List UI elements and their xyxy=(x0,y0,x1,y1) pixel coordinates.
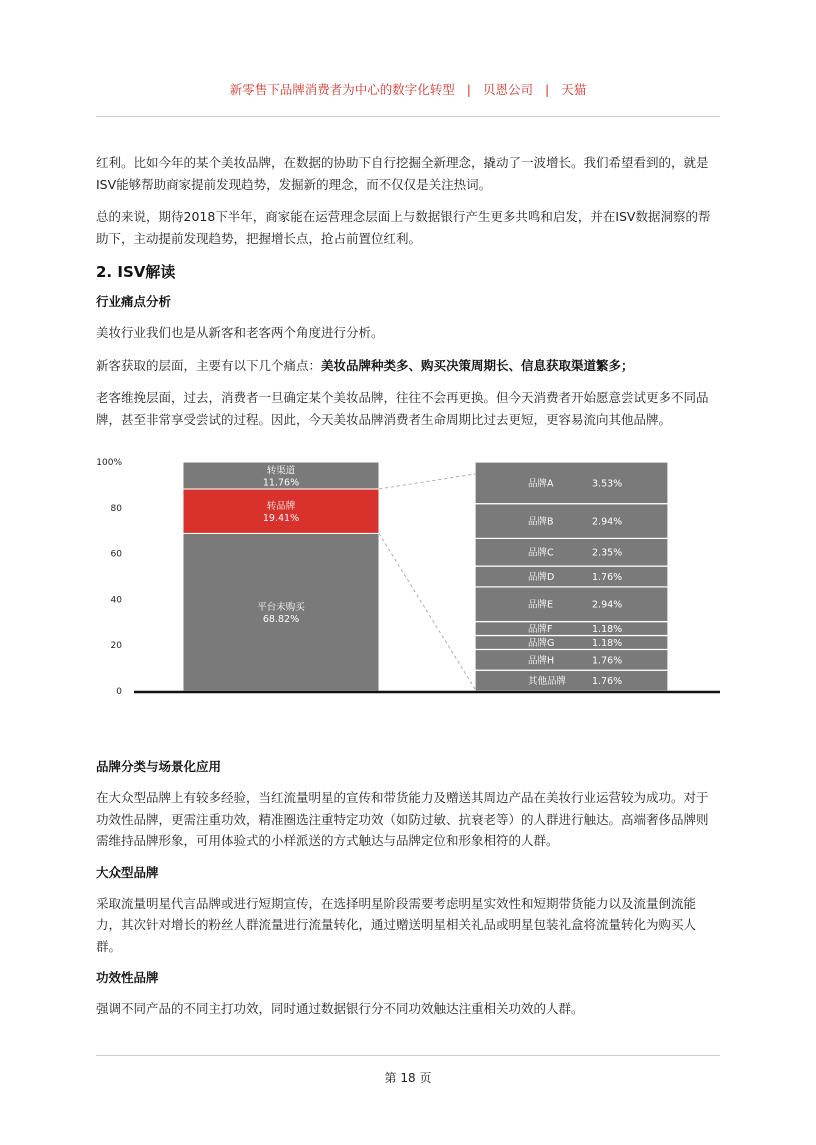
data-label: 2.94% xyxy=(592,599,623,611)
paragraph-emphasis: 美妆品牌种类多、购买决策周期长、信息获取渠道繁多； xyxy=(321,357,634,373)
bar-segment xyxy=(475,622,668,636)
paragraph xyxy=(96,355,720,377)
churn-chart-svg xyxy=(96,455,720,700)
y-tick-label: 40 xyxy=(110,595,122,606)
y-tick-label: 100% xyxy=(96,458,122,468)
bar-segment xyxy=(475,649,668,670)
main-content xyxy=(96,152,720,441)
y-tick-label: 20 xyxy=(110,641,122,652)
running-header xyxy=(0,80,816,98)
segment-label: 品牌B xyxy=(528,516,554,528)
bar-segment xyxy=(475,462,668,504)
subsection-heading: 行业痛点分析 xyxy=(96,294,172,309)
data-label: 2.94% xyxy=(592,516,623,528)
paragraph: 采取流量明星代言品牌或进行短期宣传，在选择明星阶段需要考虑明星实效性和短期带货能力以及流量倒流能力，其次针对增长的粉丝人群流量进行流量转化，通过赠送明星相关礼品或明星包装礼盒将流量转化为购买人群。 xyxy=(96,895,697,954)
paragraph: 总的来说，期待2018下半年，商家能在运营理念层面上与数据银行产生更多共鸣和启发，并在ISV数据洞察的帮助下，主动提前发现趋势，把握增长点，抢占前置位红利。 xyxy=(96,209,711,246)
paragraph: 在大众型品牌上有较多经验，当红流量明星的宣传和带货能力及赠送其周边产品在美妆行业运营较为成功。对于功效性品牌，更需注重功效，精准圈选注重特定功效（如防过敏、抗衰老等）的人群进行触达。高端奢侈品牌则需维持品牌形象，可用体验式的小样派送的方式触达与品牌定位和形象相符的人群。 xyxy=(96,790,709,848)
bar-segment xyxy=(475,636,668,650)
connector-line xyxy=(379,474,475,489)
bar-segment xyxy=(475,538,668,566)
data-label: 1.76% xyxy=(592,572,623,583)
header-divider xyxy=(96,116,720,117)
subsection-heading: 大众型品牌 xyxy=(96,864,159,880)
segment-label: 品牌A xyxy=(528,478,554,490)
segment-label: 转渠道 xyxy=(266,465,296,477)
data-label: 68.82% xyxy=(262,614,300,626)
header-separator: | xyxy=(466,82,471,97)
header-title: 新零售下品牌消费者为中心的数字化转型 xyxy=(229,82,455,97)
bar-segment xyxy=(475,566,668,587)
bar-segment xyxy=(475,504,668,539)
subsection-heading: 功效性品牌 xyxy=(96,970,159,985)
paragraph-lead: 新客获取的层面，主要有以下几个痛点： xyxy=(96,357,322,373)
y-tick-label: 80 xyxy=(110,503,122,514)
section-heading: 2. ISV解读 xyxy=(96,263,176,281)
paragraph: 强调不同产品的不同主打功效，同时通过数据银行分不同功效触达注重相关功效的人群。 xyxy=(96,1001,584,1016)
segment-label: 品牌G xyxy=(528,637,555,649)
page-number: 第 18 页 xyxy=(384,1071,432,1085)
data-label: 1.76% xyxy=(592,655,623,667)
data-label: 1.76% xyxy=(592,676,623,688)
footer-divider xyxy=(96,1055,720,1056)
bar-segment xyxy=(475,670,668,691)
data-label: 2.35% xyxy=(592,547,623,559)
data-label: 1.18% xyxy=(592,624,623,636)
segment-label: 品牌H xyxy=(528,655,555,667)
segment-label: 品牌E xyxy=(528,599,554,611)
segment-label: 品牌C xyxy=(528,547,554,559)
data-label: 11.76% xyxy=(262,477,300,489)
segment-label: 转品牌 xyxy=(266,501,296,513)
segment-label: 品牌D xyxy=(528,572,555,583)
connector-line xyxy=(379,533,475,689)
paragraph: 老客维挽层面，过去，消费者一旦确定某个美妆品牌，往往不会再更换。但今天消费者开始愿意尝试更多不同品牌，甚至非常享受尝试的过程。因此，今天美妆品牌消费者生命周期比过去更短，更容易流向其他品牌。 xyxy=(96,390,709,427)
header-separator: | xyxy=(544,82,550,97)
data-label: 19.41% xyxy=(262,513,300,525)
brand-section xyxy=(96,757,720,1031)
bar-segment xyxy=(475,587,668,622)
segment-label: 品牌F xyxy=(528,624,553,636)
data-label: 3.53% xyxy=(592,478,623,490)
segment-label: 其他品牌 xyxy=(528,676,567,688)
y-tick-label: 60 xyxy=(110,549,122,560)
paragraph: 红利。比如今年的某个美妆品牌，在数据的协助下自行挖掘全新理念，撬动了一波增长。我们希望看到的，就是ISV能够帮助商家提前发现趋势，发掘新的理念，而不仅仅是关注热词。 xyxy=(96,155,709,192)
header-company: 贝恩公司 xyxy=(482,82,533,97)
segment-label: 平台未购买 xyxy=(257,602,305,614)
header-partner: 天猫 xyxy=(561,82,587,97)
paragraph: 美妆行业我们也是从新客和老客两个角度进行分析。 xyxy=(96,325,384,340)
subsection-heading: 品牌分类与场景化应用 xyxy=(96,759,222,774)
churn-chart xyxy=(96,455,720,700)
y-tick-label: 0 xyxy=(116,687,122,697)
data-label: 1.18% xyxy=(592,637,623,649)
